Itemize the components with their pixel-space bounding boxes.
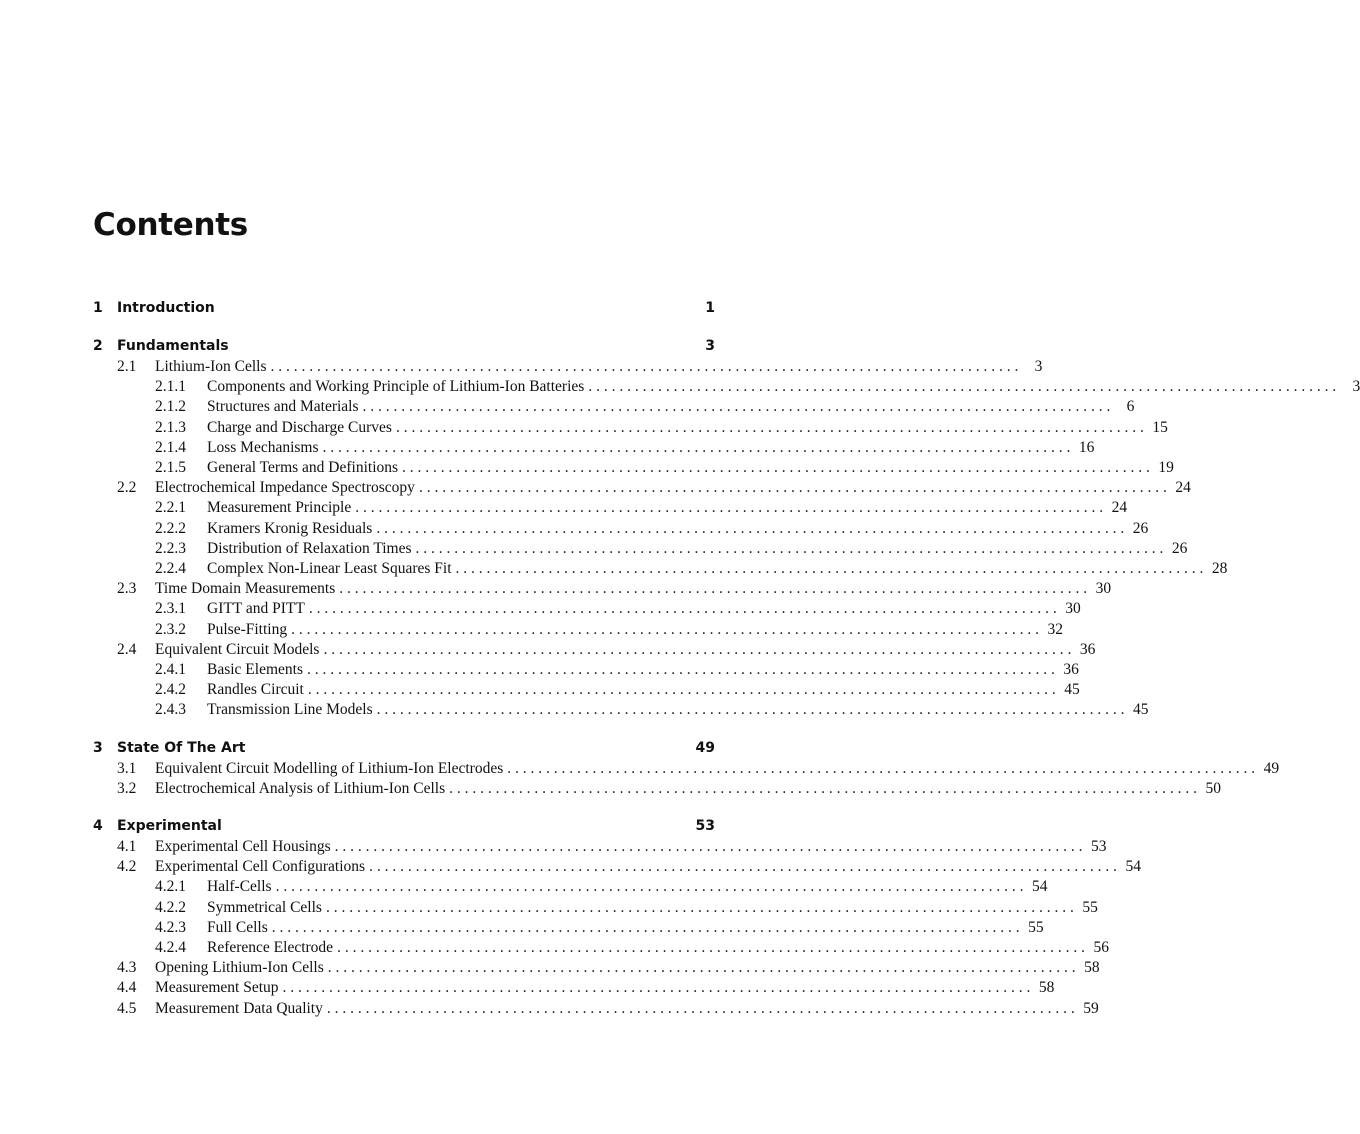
toc-chapter-entry[interactable] [93, 816, 715, 836]
toc-subsection-entry[interactable] [93, 418, 1168, 438]
dot-leader: . . . . . . . . . . . . . . . . . . . . . . . . . . . . . . . . . . . . . . . . . . . . . . . . . . . . . . . . . . . . . . . . . . . . . . . . . . . . . . . . . . . . . . . . . . . . . . . . . [327, 959, 1076, 977]
entry-page-number: 54 [1125, 858, 1141, 876]
dot-leader: . . . . . . . . . . . . . . . . . . . . . . . . . . . . . . . . . . . . . . . . . . . . . . . . . . . . . . . . . . . . . . . . . . . . . . . . . . . . . . . . . . . . . . . . . . . . . . . . . [307, 681, 1056, 699]
entry-page-number: 58 [1084, 959, 1100, 977]
entry-number: 2.2 [117, 479, 137, 497]
entry-page-number: 50 [1205, 779, 1222, 797]
entry-page-number: 58 [1038, 979, 1055, 997]
entry-page-number: 55 [1028, 918, 1044, 936]
dot-leader: . . . . . . . . . . . . . . . . . . . . . . . . . . . . . . . . . . . . . . . . . . . . . . . . . . . . . . . . . . . . . . . . . . . . . . . . . . . . . . . . . . . . . . . . . . . . . . . . . [588, 378, 1337, 396]
entry-title: Half-Cells [207, 878, 272, 896]
toc-chapter-entry[interactable] [93, 738, 715, 758]
toc-section-entry[interactable] [93, 999, 1099, 1019]
entry-page-number: 3 [1034, 358, 1043, 375]
dot-leader: . . . . . . . . . . . . . . . . . . . . . . . . . . . . . . . . . . . . . . . . . . . . . . . . . . . . . . . . . . . . . . . . . . . . . . . . . . . . . . . . . . . . . . . . . . . . . . . . . [275, 878, 1024, 896]
toc-chapter-entry[interactable] [93, 298, 715, 318]
entry-title: Experimental Cell Housings [155, 838, 331, 855]
entry-page-number: 36 [1063, 661, 1079, 678]
entry-number: 2.3 [117, 580, 137, 598]
entry-number: 2 [93, 338, 103, 354]
entry-page-number: 45 [1133, 701, 1149, 719]
entry-title: Complex Non-Linear Least Squares Fit [207, 560, 452, 577]
toc-chapter-entry[interactable] [93, 336, 715, 356]
entry-title: Experimental [117, 818, 222, 834]
entry-page-number: 56 [1093, 939, 1109, 956]
entry-number: 3 [93, 739, 103, 756]
dot-leader: . . . . . . . . . . . . . . . . . . . . . . . . . . . . . . . . . . . . . . . . . . . . . . . . . . . . . . . . . . . . . . . . . . . . . . . . . . . . . . . . . . . . . . . . . . . . . . . . . [418, 479, 1167, 497]
dot-leader: . . . . . . . . . . . . . . . . . . . . . . . . . . . . . . . . . . . . . . . . . . . . . . . . . . . . . . . . . . . . . . . . . . . . . . . . . . . . . . . . . . . . . . . . . . . . . . . . . [507, 759, 1256, 777]
entry-title: Lithium-Ion Cells [155, 358, 267, 375]
entry-number: 2.1.1 [155, 378, 186, 396]
dot-leader: . . . . . . . . . . . . . . . . . . . . . . . . . . . . . . . . . . . . . . . . . . . . . . . . . . . . . . . . . . . . . . . . . . . . . . . . . . . . . . . . . . . . . . . . . . . . . . . . . [282, 979, 1031, 997]
entry-page-number: 26 [1132, 519, 1149, 537]
entry-page-number: 24 [1175, 479, 1191, 497]
toc-section-entry[interactable] [93, 579, 1112, 599]
toc-subsection-entry[interactable] [93, 918, 1044, 938]
dot-leader: . . . . . . . . . . . . . . . . . . . . . . . . . . . . . . . . . . . . . . . . . . . . . . . . . . . . . . . . . . . . . . . . . . . . . . . . . . . . . . . . . . . . . . . . . . . . . . . . . [415, 539, 1164, 557]
toc-subsection-entry[interactable] [93, 660, 1079, 680]
entry-page-number: 55 [1082, 898, 1098, 916]
entry-page-number: 54 [1031, 878, 1048, 896]
dot-leader: . . . . . . . . . . . . . . . . . . . . . . . . . . . . . . . . . . . . . . . . . . . . . . . . . . . . . . . . . . . . . . . . . . . . . . . . . . . . . . . . . . . . . . . . . . . . . . . . . [376, 701, 1125, 719]
dot-leader: . . . . . . . . . . . . . . . . . . . . . . . . . . . . . . . . . . . . . . . . . . . . . . . . . . . . . . . . . . . . . . . . . . . . . . . . . . . . . . . . . . . . . . . . . . . . . . . . . [449, 779, 1198, 797]
entry-number: 3.2 [117, 779, 137, 797]
dot-leader: . . . . . . . . . . . . . . . . . . . . . . . . . . . . . . . . . . . . . . . . . . . . . . . . . . . . . . . . . . . . . . . . . . . . . . . . . . . . . . . . . . . . . . . . . . . . . . . . . [325, 898, 1074, 916]
entry-page-number: 30 [1065, 600, 1081, 618]
entry-number: 3.1 [117, 759, 137, 777]
entry-page-number: 32 [1047, 620, 1063, 638]
dot-leader: . . . . . . . . . . . . . . . . . . . . . . . . . . . . . . . . . . . . . . . . . . . . . . . . . . . . . . . . . . . . . . . . . . . . . . . . . . . . . . . . . . . . . . . . . . . . . . . . . [307, 661, 1055, 678]
entry-number: 2.4.1 [155, 661, 186, 678]
entry-title: Measurement Principle [207, 499, 352, 517]
dot-leader: . . . . . . . . . . . . . . . . . . . . . . . . . . . . . . . . . . . . . . . . . . . . . . . . . . . . . . . . . . . . . . . . . . . . . . . . . . . . . . . . . . . . . . . . . . . . . . . . . [402, 459, 1150, 476]
dot-leader: . . . . . . . . . . . . . . . . . . . . . . . . . . . . . . . . . . . . . . . . . . . . . . . . . . . . . . . . . . . . . . . . . . . . . . . . . . . . . . . . . . . . . . . . . . . . . . . . . [339, 580, 1088, 598]
entry-number: 2.1 [117, 358, 137, 375]
entry-title: Introduction [117, 300, 215, 316]
entry-number: 2.1.3 [155, 418, 186, 436]
toc-subsection-entry[interactable] [93, 877, 1048, 897]
entry-page-number: 3 [1352, 378, 1360, 396]
entry-number: 4.1 [117, 838, 137, 855]
entry-title: General Terms and Definitions [207, 459, 399, 476]
entry-number: 2.4.2 [155, 681, 186, 699]
entry-title: Pulse-Fitting [207, 620, 288, 638]
dot-leader: . . . . . . . . . . . . . . . . . . . . . . . . . . . . . . . . . . . . . . . . . . . . . . . . . . . . . . . . . . . . . . . . . . . . . . . . . . . . . . . . . . . . . . . . . . . . . . . . . [376, 519, 1125, 537]
entry-number: 4.2 [117, 858, 137, 876]
entry-title: Symmetrical Cells [207, 898, 322, 916]
toc-subsection-entry[interactable] [93, 458, 1174, 478]
dot-leader: . . . . . . . . . . . . . . . . . . . . . . . . . . . . . . . . . . . . . . . . . . . . . . . . . . . . . . . . . . . . . . . . . . . . . . . . . . . . . . . . . . . . . . . . . . . . . . . . . [395, 418, 1144, 436]
entry-number: 4.5 [117, 999, 137, 1017]
entry-page-number: 26 [1171, 539, 1188, 557]
entry-number: 2.1.5 [155, 459, 186, 476]
entry-number: 4.3 [117, 959, 137, 977]
dot-leader: . . . . . . . . . . . . . . . . . . . . . . . . . . . . . . . . . . . . . . . . . . . . . . . . . . . . . . . . . . . . . . . . . . . . . . . . . . . . . . . . . . . . . . . . . . . . . . . . . [308, 600, 1057, 618]
entry-title: Fundamentals [117, 338, 229, 354]
entry-number: 4 [93, 818, 103, 834]
toc-subsection-entry[interactable] [93, 397, 1135, 417]
toc-subsection-entry[interactable] [93, 700, 1149, 720]
entry-number: 2.2.3 [155, 539, 186, 557]
entry-title: Measurement Data Quality [155, 999, 323, 1017]
entry-number: 4.2.2 [155, 898, 186, 916]
entry-title: Equivalent Circuit Models [155, 640, 320, 658]
toc-subsection-entry[interactable] [93, 599, 1081, 619]
toc-subsection-entry[interactable] [93, 680, 1080, 700]
toc-subsection-entry[interactable] [93, 377, 1360, 397]
toc-section-entry[interactable] [93, 857, 1141, 877]
toc-section-entry[interactable] [93, 357, 1043, 377]
toc-subsection-entry[interactable] [93, 898, 1098, 918]
toc-section-entry[interactable] [93, 837, 1107, 857]
entry-title: Loss Mechanisms [207, 438, 319, 456]
entry-title: Opening Lithium-Ion Cells [155, 959, 324, 977]
entry-page-number: 30 [1095, 580, 1112, 598]
dot-leader: . . . . . . . . . . . . . . . . . . . . . . . . . . . . . . . . . . . . . . . . . . . . . . . . . . . . . . . . . . . . . . . . . . . . . . . . . . . . . . . . . . . . . . . . . . . . . . . . . [323, 640, 1072, 658]
toc-section-entry[interactable] [93, 640, 1096, 660]
entry-page-number: 53 [1091, 838, 1107, 855]
entry-title: Transmission Line Models [207, 701, 373, 719]
dot-leader: . . . . . . . . . . . . . . . . . . . . . . . . . . . . . . . . . . . . . . . . . . . . . . . . . . . . . . . . . . . . . . . . . . . . . . . . . . . . . . . . . . . . . . . . . . . . . . . . . [271, 918, 1020, 936]
toc-section-entry[interactable] [93, 759, 1280, 779]
entry-number: 2.2.2 [155, 519, 186, 537]
entry-title: Components and Working Principle of Lithium-Ion Batteries [207, 378, 585, 396]
entry-page-number: 53 [695, 818, 715, 834]
entry-title: Distribution of Relaxation Times [207, 539, 412, 557]
entry-number: 2.4 [117, 640, 137, 658]
dot-leader: . . . . . . . . . . . . . . . . . . . . . . . . . . . . . . . . . . . . . . . . . . . . . . . . . . . . . . . . . . . . . . . . . . . . . . . . . . . . . . . . . . . . . . . . . . . . . . . . . [369, 858, 1117, 876]
toc-subsection-entry[interactable] [93, 938, 1109, 958]
dot-leader: . . . . . . . . . . . . . . . . . . . . . . . . . . . . . . . . . . . . . . . . . . . . . . . . . . . . . . . . . . . . . . . . . . . . . . . . . . . . . . . . . . . . . . . . . . . . . . . . . [270, 358, 1019, 375]
entry-title: GITT and PITT [207, 600, 305, 618]
toc-section-entry[interactable] [93, 478, 1191, 498]
entry-number: 2.3.2 [155, 620, 186, 638]
dot-leader: . . . . . . . . . . . . . . . . . . . . . . . . . . . . . . . . . . . . . . . . . . . . . . . . . . . . . . . . . . . . . . . . . . . . . . . . . . . . . . . . . . . . . . . . . . . . . . . . . [337, 939, 1085, 956]
toc-subsection-entry[interactable] [93, 620, 1063, 640]
toc-subsection-entry[interactable] [93, 498, 1128, 518]
dot-leader: . . . . . . . . . . . . . . . . . . . . . . . . . . . . . . . . . . . . . . . . . . . . . . . . . . . . . . . . . . . . . . . . . . . . . . . . . . . . . . . . . . . . . . . . . . . . . . . . . [334, 838, 1083, 855]
entry-title: Measurement Setup [155, 979, 279, 997]
toc-section-entry[interactable] [93, 978, 1055, 998]
entry-title: Electrochemical Analysis of Lithium-Ion Cells [155, 779, 446, 797]
entry-page-number: 6 [1126, 398, 1135, 416]
entry-title: State Of The Art [117, 739, 246, 756]
toc-subsection-entry[interactable] [93, 539, 1188, 559]
entry-title: Experimental Cell Configurations [155, 858, 366, 876]
entry-page-number: 24 [1111, 499, 1128, 517]
entry-title: Reference Electrode [207, 939, 334, 956]
entry-page-number: 49 [1263, 759, 1280, 777]
entry-page-number: 28 [1211, 560, 1228, 577]
entry-number: 1 [93, 300, 103, 316]
toc-subsection-entry[interactable] [93, 519, 1149, 539]
entry-number: 2.4.3 [155, 701, 186, 719]
entry-number: 2.1.2 [155, 398, 186, 416]
toc-subsection-entry[interactable] [93, 438, 1095, 458]
dot-leader: . . . . . . . . . . . . . . . . . . . . . . . . . . . . . . . . . . . . . . . . . . . . . . . . . . . . . . . . . . . . . . . . . . . . . . . . . . . . . . . . . . . . . . . . . . . . . . . . . [362, 398, 1111, 416]
entry-number: 2.1.4 [155, 438, 186, 456]
entry-title: Charge and Discharge Curves [207, 418, 392, 436]
entry-page-number: 1 [705, 300, 715, 316]
dot-leader: . . . . . . . . . . . . . . . . . . . . . . . . . . . . . . . . . . . . . . . . . . . . . . . . . . . . . . . . . . . . . . . . . . . . . . . . . . . . . . . . . . . . . . . . . . . . . . . . . [355, 499, 1104, 517]
dot-leader: . . . . . . . . . . . . . . . . . . . . . . . . . . . . . . . . . . . . . . . . . . . . . . . . . . . . . . . . . . . . . . . . . . . . . . . . . . . . . . . . . . . . . . . . . . . . . . . . . [455, 560, 1204, 577]
entry-number: 2.3.1 [155, 600, 186, 618]
page-title: Contents [93, 207, 248, 243]
entry-number: 2.2.1 [155, 499, 186, 517]
dot-leader: . . . . . . . . . . . . . . . . . . . . . . . . . . . . . . . . . . . . . . . . . . . . . . . . . . . . . . . . . . . . . . . . . . . . . . . . . . . . . . . . . . . . . . . . . . . . . . . . . [326, 999, 1075, 1017]
entry-page-number: 3 [705, 338, 715, 354]
toc-subsection-entry[interactable] [93, 559, 1228, 579]
entry-title: Equivalent Circuit Modelling of Lithium-Ion Electrodes [155, 759, 504, 777]
dot-leader: . . . . . . . . . . . . . . . . . . . . . . . . . . . . . . . . . . . . . . . . . . . . . . . . . . . . . . . . . . . . . . . . . . . . . . . . . . . . . . . . . . . . . . . . . . . . . . . . . [291, 620, 1039, 638]
table-of-contents [93, 0, 1360, 1134]
dot-leader: . . . . . . . . . . . . . . . . . . . . . . . . . . . . . . . . . . . . . . . . . . . . . . . . . . . . . . . . . . . . . . . . . . . . . . . . . . . . . . . . . . . . . . . . . . . . . . . . . [322, 438, 1071, 456]
entry-title: Full Cells [207, 918, 268, 936]
entry-title: Kramers Kronig Residuals [207, 519, 373, 537]
entry-title: Time Domain Measurements [155, 580, 336, 598]
entry-page-number: 59 [1083, 999, 1099, 1017]
entry-number: 4.2.4 [155, 939, 186, 956]
entry-title: Randles Circuit [207, 681, 304, 699]
entry-page-number: 36 [1079, 640, 1096, 658]
entry-page-number: 49 [695, 739, 715, 756]
toc-section-entry[interactable] [93, 779, 1222, 799]
entry-number: 4.4 [117, 979, 137, 997]
entry-number: 4.2.1 [155, 878, 186, 896]
toc-section-entry[interactable] [93, 958, 1100, 978]
entry-title: Electrochemical Impedance Spectroscopy [155, 479, 415, 497]
entry-title: Basic Elements [207, 661, 303, 678]
entry-number: 2.2.4 [155, 560, 186, 577]
entry-number: 4.2.3 [155, 918, 186, 936]
entry-page-number: 16 [1078, 438, 1095, 456]
entry-page-number: 45 [1064, 681, 1080, 699]
entry-title: Structures and Materials [207, 398, 359, 416]
entry-page-number: 15 [1152, 418, 1168, 436]
entry-page-number: 19 [1158, 459, 1174, 476]
